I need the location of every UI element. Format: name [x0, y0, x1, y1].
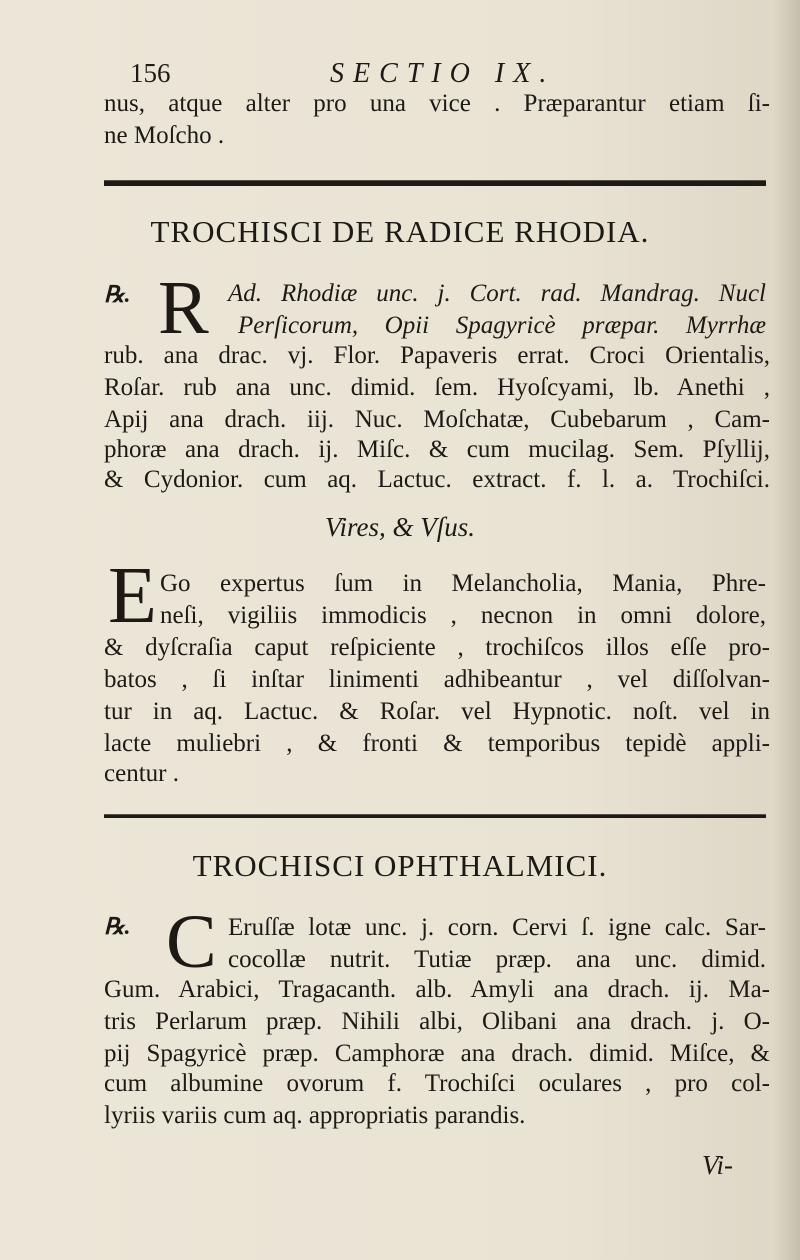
- recipe-symbol: ℞.: [104, 914, 131, 939]
- recipe-line: rub. ana drac. vj. Flor. Papaveris errat. Croci Orientalis,: [104, 342, 770, 369]
- drop-cap: C: [166, 900, 217, 984]
- subheading: Vires, & Vſus.: [325, 512, 475, 542]
- recipe-line: & Cydonior. cum aq. Lactuc. extract. f. l. a. Trochiſci.: [104, 466, 770, 493]
- recipe-line: lyriis variis cum aq. appropriatis parandis.: [104, 1102, 526, 1129]
- recipe-line: Ad. Rhodiæ unc. j. Cort. rad. Mandrag. Nucl: [228, 280, 766, 307]
- recipe-line: Apij ana drach. iij. Nuc. Moſchatæ, Cubebarum , Cam-: [104, 406, 770, 433]
- recipe-line: Perſicorum, Opii Spagyricè præpar. Myrrhæ: [238, 312, 766, 339]
- intro-line: nus, atque alter pro una vice . Præparantur etiam ſi-: [104, 90, 770, 117]
- body-line: lacte muliebri , & fronti & temporibus tepidè appli-: [104, 730, 770, 757]
- body-line: Go expertus ſum in Melancholia, Mania, Phre-: [160, 570, 766, 597]
- body-line: batos , ſi inſtar linimenti adhibeantur , vel diſſolvan-: [104, 666, 770, 693]
- recipe-line: Roſar. rub ana unc. dimid. ſem. Hyoſcyami, lb. Anethi ,: [104, 374, 770, 401]
- section-title: TROCHISCI DE RADICE RHODIA.: [150, 214, 650, 249]
- drop-cap: R: [158, 266, 209, 350]
- running-head: SECTIO IX.: [330, 58, 556, 89]
- section-title: TROCHISCI OPHTHALMICI.: [192, 848, 608, 883]
- recipe-line: Eruſſæ lotæ unc. j. corn. Cervi ſ. igne calc. Sar-: [228, 914, 766, 941]
- recipe-line: cum albumine ovorum f. Trochiſci oculares , pro col-: [104, 1070, 770, 1097]
- recipe-line: Gum. Arabici, Tragacanth. alb. Amyli ana drach. ij. Ma-: [104, 976, 770, 1003]
- body-line: centur .: [104, 760, 179, 787]
- recipe-line: pij Spagyricè præp. Camphoræ ana drach. dimid. Miſce, &: [104, 1040, 770, 1067]
- binding-shadow: [774, 0, 800, 1260]
- intro-line: ne Moſcho .: [104, 122, 225, 149]
- section-divider: [104, 180, 766, 186]
- drop-cap: E: [108, 552, 157, 640]
- recipe-line: tris Perlarum præp. Nihili albi, Olibani ana drach. j. O-: [104, 1008, 770, 1035]
- catchword: Vi-: [702, 1150, 733, 1180]
- body-line: tur in aq. Lactuc. & Roſar. vel Hypnotic. noſt. vel in: [104, 698, 770, 725]
- body-line: & dyſcraſia caput reſpiciente , trochiſcos illos eſſe pro-: [104, 634, 770, 661]
- recipe-symbol: ℞.: [104, 282, 131, 307]
- recipe-line: phoræ ana drach. ij. Miſc. & cum mucilag. Sem. Pſyllij,: [104, 436, 770, 463]
- recipe-line: cocollæ nutrit. Tutiæ præp. ana unc. dimid.: [228, 946, 766, 973]
- section-divider: [104, 814, 766, 818]
- page-number: 156: [130, 58, 171, 88]
- body-line: neſi, vigiliis immodicis , necnon in omni dolore,: [160, 602, 766, 629]
